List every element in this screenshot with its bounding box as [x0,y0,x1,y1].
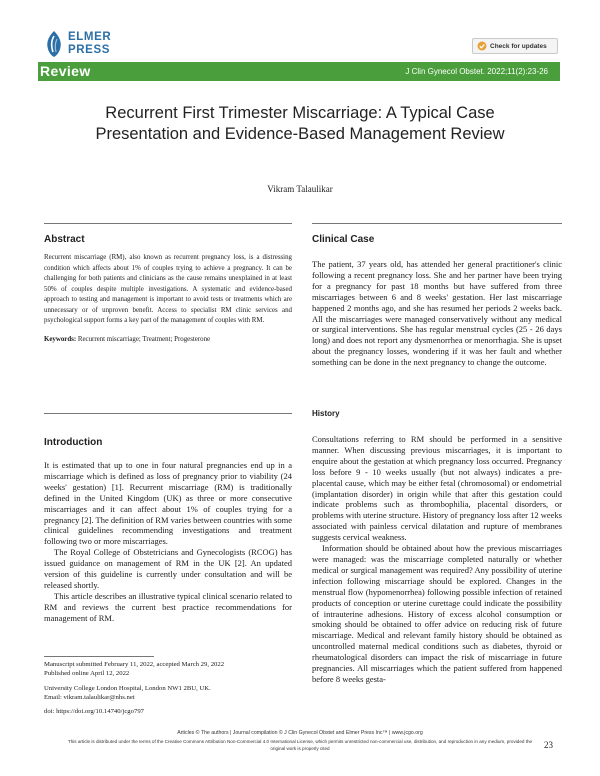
check-for-updates-button[interactable] [472,38,558,54]
published-date: Published online April 12, 2022 [44,670,130,678]
keywords-label: Keywords: [44,335,77,343]
keywords [44,335,292,346]
clinical-case-heading: Clinical Case [312,234,375,245]
page-number: 23 [544,740,553,750]
footnote-divider [44,656,154,657]
article-title: Recurrent First Trimester Miscarriage: A Typical Case Presentation and Evidence-Based Management Review [95,104,505,143]
check-updates-icon [477,41,487,51]
intro-paragraph: It is estimated that up to one in four natural pregnancies end up in a miscarriage which is defined as loss of pregnancy prior to viability (24 weeks' gestation) [1]. Recurrent miscarriage (RM) is traditionally defined in the United Kingdom (UK) as three or more consecutive miscarriages and it can affect about 1% of couples trying for a pregnancy [2]. The definition of RM varies between countries with some clinical guidelines recommending investigations and treatment following two or more miscarriages. [44,460,292,547]
email[interactable]: Email: vikram.talaulikar@nhs.net [44,693,135,701]
intro-paragraph: This article describes an illustrative typical clinical scenario related to RM and reviews the current best practice recommendations for management of RM. [44,590,292,623]
history-section [312,409,562,685]
abstract-section [44,234,292,345]
affiliation: University College London Hospital, London NW1 2BU, UK. [44,684,211,692]
divider [44,413,292,414]
history-paragraph: Information should be obtained about how the previous miscarriages were managed: was the miscarriage completed naturally or whether medical or surgical management was required? Any possibility of uterine infection following miscarriage should be explored. Changes in the menstrual flow (hypomenorrhea) following possible infection of retained products of conception or uterine curettage could indicate the possibility of intrauterine adhesions. History of excess alcohol consumption or smoking should be obtained to offer advice on reducing risk of future miscarriage. Medical and relevant family history should be obtained as uncontrolled maternal medical conditions such as diabetes, thyroid or rheumatological disorders can impact the risk of miscarriage in future pregnancies. All miscarriages which the patient suffered from happened before 8 weeks gesta- [312,543,562,684]
logo-line-2: PRESS [68,44,110,56]
clinical-case-section [312,234,562,368]
keywords-value: Recurrent miscarriage; Treatment; Progesterone [77,335,211,343]
journal-citation: J Clin Gynecol Obstet. 2022;11(2):23-26 [405,67,548,76]
doi-link[interactable]: doi: https://doi.org/10.14740/jcgo797 [44,708,145,716]
footer-copyright: Articles © The authors | Journal compilation © J Clin Gynecol Obstet and Elmer Press Inc™ | www.jcgo.org [177,730,423,736]
publisher-logo[interactable] [44,28,124,64]
divider [44,223,292,224]
logo-line-1: ELMER [68,31,112,43]
abstract-text: Recurrent miscarriage (RM), also known as recurrent pregnancy loss, is a distressing condition which affects about 1% of couples trying to achieve a pregnancy. It can be challenging for both patients and clinicians as the cause remains unexplained in at least 50% of couples despite multiple investigations. A systematic and evidence-based approach to testing and management is important to avoid tests or treatments which are unnecessary or of unproven benefit. Access to specialist RM clinic services and psychological support forms a key part of the management of couples with RM. [44,254,292,324]
divider [312,223,562,224]
introduction-section [44,437,292,624]
author-name: Vikram Talaulikar [267,184,333,194]
intro-paragraph: The Royal College of Obstetricians and Gynecologists (RCOG) has issued guidance on management of RM in the UK [2]. An updated version of this guideline is currently under consultation and will be released shortly. [44,547,292,590]
check-updates-label: Check for updates [490,42,547,50]
elmer-press-logo-icon [44,30,64,58]
introduction-heading: Introduction [44,437,103,448]
section-label: Review [40,63,91,79]
history-paragraph: Consultations referring to RM should be performed in a sensitive manner. When discussing previous miscarriages, it is important to enquire about the gestation at which pregnancy loss occurred. Pregnancy loss before 9 - 10 weeks usually (but not always) indicates a pre-placental cause, which may be either fetal (chromosomal) or endometrial (implantation disorder) in origin while that after this gestation could indicate problems such as thrombophilia, placental disorders, or problems with uterine structure. History of pregnancy loss after 12 weeks associated with painless cervical dilatation and rupture of membranes suggests cervical weakness. [312,434,562,543]
clinical-case-text: The patient, 37 years old, has attended her general practitioner's clinic following a recent pregnancy loss. She and her partner have been trying for a pregnancy for past 18 months but have suffered from three miscarriages between 6 and 8 weeks' gestation. Her last miscarriage happened 2 months ago, and she has resumed her periods 2 weeks back. All the miscarriages were managed conservatively without any medical or surgical interventions. She has regular menstrual cycles (25 - 26 days long) and does not report any dysmenorrhea or menorrhagia. She is upset about the pregnancy losses, wondering if it was her fault and whether something can be done in the next pregnancy to change the outcome. [312,259,562,368]
manuscript-info [44,660,292,716]
abstract-heading: Abstract [44,234,85,245]
footer-license: This article is distributed under the terms of the Creative Commons Attribution Non-Commercial 4.0 International License, which permits unrestricted non-commercial use, distribution, and reproduction in any medium, provided the original work is properly cited [67,739,533,751]
submission-dates: Manuscript submitted February 11, 2022, accepted March 29, 2022 [44,661,225,668]
section-band [38,62,560,81]
history-heading: History [312,409,340,418]
